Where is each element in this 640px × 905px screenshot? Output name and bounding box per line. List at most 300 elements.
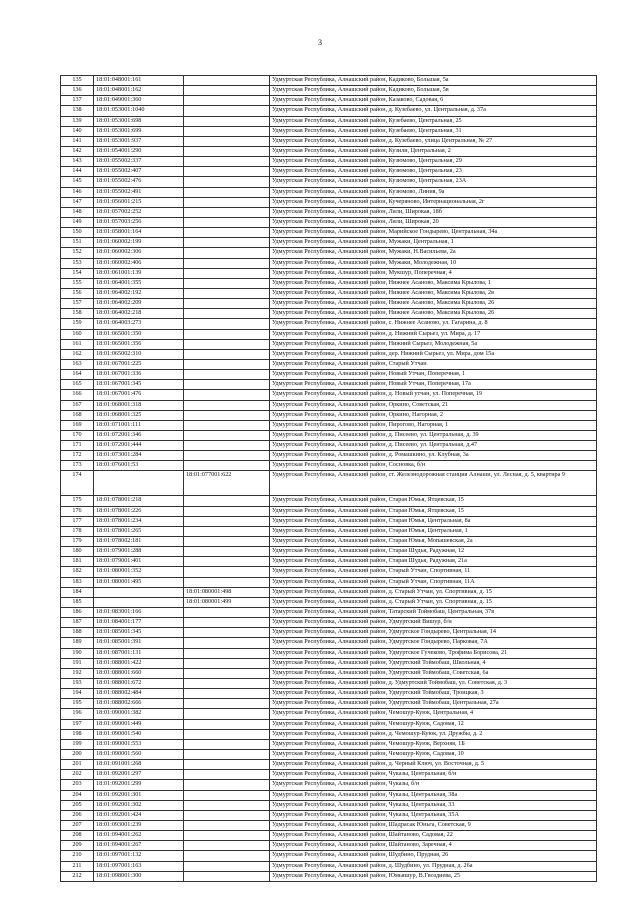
premises-cadastral-number-cell	[184, 268, 270, 278]
address-cell: Удмуртская Республика, Алнашский район, Кузебаево, Центральная, 31	[270, 126, 597, 136]
row-number-cell: 147	[61, 197, 94, 207]
address-cell: Удмуртская Республика, Алнашский район, Кузюмово, Центральная, 29	[270, 157, 597, 167]
row-number-cell: 194	[61, 689, 94, 699]
premises-cadastral-number-cell	[184, 516, 270, 526]
premises-cadastral-number-cell	[184, 679, 270, 689]
premises-cadastral-number-cell	[184, 420, 270, 430]
address-cell: Удмуртская Республика, Алнашский район, Старая Юмья, Ятцевская, 15	[270, 506, 597, 516]
address-cell: Удмуртская Республика, Алнашский район, Чуказы, Центральная, 35А	[270, 810, 597, 820]
cadastral-number-cell: 18:01:055002:407	[94, 167, 184, 177]
row-number-cell: 182	[61, 567, 94, 577]
address-cell: Удмуртская Республика, Алнашский район, д. Нижний Сырьез, ул. Мира, д. 17	[270, 329, 597, 339]
cadastral-number-cell: 18:01:060002:406	[94, 258, 184, 268]
premises-cadastral-number-cell	[184, 380, 270, 390]
row-number-cell: 205	[61, 800, 94, 810]
row-number-cell: 139	[61, 116, 94, 126]
row-number-cell: 166	[61, 390, 94, 400]
cadastral-number-cell: 18:01:080001:495	[94, 577, 184, 587]
table-row	[61, 86, 597, 96]
table-row	[61, 370, 597, 380]
address-cell: Удмуртская Республика, Алнашский район, Мукшур, Поперечная, 4	[270, 268, 597, 278]
premises-cadastral-number-cell	[184, 699, 270, 709]
cadastral-number-cell: 18:01:078001:234	[94, 516, 184, 526]
premises-cadastral-number-cell	[184, 628, 270, 638]
premises-cadastral-number-cell	[184, 577, 270, 587]
premises-cadastral-number-cell	[184, 526, 270, 536]
cadastral-number-cell: 18:01:061001:139	[94, 268, 184, 278]
cadastral-number-cell: 18:01:097001:132	[94, 851, 184, 861]
premises-cadastral-number-cell	[184, 238, 270, 248]
address-cell: Удмуртская Республика, Алнашский район, Удмуртский Тоймобаш, Центральная, 27а	[270, 699, 597, 709]
row-number-cell: 199	[61, 739, 94, 749]
cadastral-number-cell: 18:01:091001:268	[94, 760, 184, 770]
row-number-cell: 155	[61, 278, 94, 288]
cadastral-number-cell: 18:01:049001:360	[94, 96, 184, 106]
row-number-cell: 176	[61, 506, 94, 516]
premises-cadastral-number-cell	[184, 841, 270, 851]
premises-cadastral-number-cell	[184, 116, 270, 126]
cadastral-number-cell: 18:01:076001:53	[94, 461, 184, 471]
table-row	[61, 608, 597, 618]
address-cell: Удмуртская Республика, Алнашский район, Старая Юмья, Центральная, 1	[270, 526, 597, 536]
address-cell: Удмуртская Республика, Алнашский район, д. Старый Утчан, ул. Спортивная, д. 15	[270, 587, 597, 597]
table-row	[61, 820, 597, 830]
address-cell: Удмуртская Республика, Алнашский район, Чуказы, Центральная, 33	[270, 800, 597, 810]
table-row	[61, 648, 597, 658]
address-cell: Удмуртская Республика, Алнашский район, Чемошур-Куюк, Садовая, 12	[270, 719, 597, 729]
premises-cadastral-number-cell	[184, 648, 270, 658]
premises-cadastral-number-cell	[184, 390, 270, 400]
premises-cadastral-number-cell	[184, 359, 270, 369]
table-row	[61, 739, 597, 749]
address-cell: Удмуртская Республика, Алнашский район, Шадрасак Юньга, Советская, 9	[270, 820, 597, 830]
row-number-cell: 197	[61, 719, 94, 729]
table-row	[61, 780, 597, 790]
row-number-cell: 152	[61, 248, 94, 258]
address-cell: Удмуртская Республика, Алнашский район, Старая Юмья, Центральная, 8а	[270, 516, 597, 526]
cadastral-number-cell: 18:01:080001:352	[94, 567, 184, 577]
address-cell: Удмуртская Республика, Алнашский район, Марийское Гондырево, Центральная, 34а	[270, 228, 597, 238]
premises-cadastral-number-cell	[184, 86, 270, 96]
address-cell: Удмуртская Республика, Алнашский район, Нижнее Асаново, Максима Крылова, 1	[270, 278, 597, 288]
address-cell: Удмуртская Республика, Алнашский район, д. Кузебаево, улица Центральная, № 27	[270, 136, 597, 146]
cadastral-number-cell: 18:01:053001:1040	[94, 106, 184, 116]
address-cell: Удмуртская Республика, Алнашский район, Кузюмово, Центральная, 23	[270, 167, 597, 177]
cadastral-number-cell	[94, 471, 184, 496]
table-row	[61, 238, 597, 248]
table-row	[61, 557, 597, 567]
table-row	[61, 851, 597, 861]
address-cell: Удмуртская Республика, Алнашский район, Оркино, Советская, 21	[270, 400, 597, 410]
row-number-cell: 183	[61, 577, 94, 587]
cadastral-number-cell: 18:01:057002:252	[94, 207, 184, 217]
premises-cadastral-number-cell	[184, 871, 270, 881]
address-cell: Удмуртская Республика, Алнашский район, д. Чемошур-Куюк, ул. Дружбы, д. 2	[270, 729, 597, 739]
premises-cadastral-number-cell	[184, 258, 270, 268]
cadastral-number-cell: 18:01:073001:284	[94, 451, 184, 461]
cadastral-number-cell	[94, 587, 184, 597]
table-row	[61, 228, 597, 238]
row-number-cell: 209	[61, 841, 94, 851]
row-number-cell: 177	[61, 516, 94, 526]
address-cell: Удмуртская Республика, Алнашский район, Чемошур-Куюк, Верхняя, 1Б	[270, 739, 597, 749]
cadastral-number-cell: 18:01:092001:297	[94, 770, 184, 780]
row-number-cell: 170	[61, 430, 94, 440]
row-number-cell: 201	[61, 760, 94, 770]
cadastral-number-cell: 18:01:092001:299	[94, 780, 184, 790]
row-number-cell: 206	[61, 810, 94, 820]
table-row	[61, 268, 597, 278]
table-row	[61, 217, 597, 227]
premises-cadastral-number-cell	[184, 461, 270, 471]
row-number-cell: 198	[61, 729, 94, 739]
cadastral-number-cell: 18:01:088001:672	[94, 679, 184, 689]
address-cell: Удмуртская Республика, Алнашский район, Нижнее Асаново, Максима Крылова, 26	[270, 299, 597, 309]
row-number-cell: 192	[61, 668, 94, 678]
premises-cadastral-number-cell	[184, 506, 270, 516]
premises-cadastral-number-cell	[184, 207, 270, 217]
premises-cadastral-number-cell	[184, 537, 270, 547]
premises-cadastral-number-cell	[184, 197, 270, 207]
row-number-cell: 178	[61, 526, 94, 536]
table-row	[61, 288, 597, 298]
table-row	[61, 760, 597, 770]
row-number-cell: 135	[61, 76, 94, 86]
cadastral-number-cell: 18:01:088002:666	[94, 699, 184, 709]
address-cell: Удмуртская Республика, Алнашский район, Сосновка, б/н	[270, 461, 597, 471]
address-cell: Удмуртская Республика, Алнашский район, Чуказы, Центральная, 38а	[270, 790, 597, 800]
table-row	[61, 871, 597, 881]
premises-cadastral-number-cell	[184, 177, 270, 187]
premises-cadastral-number-cell	[184, 496, 270, 506]
cadastral-number-cell: 18:01:087001:131	[94, 648, 184, 658]
table-row	[61, 116, 597, 126]
table-row	[61, 96, 597, 106]
table-row	[61, 526, 597, 536]
cadastral-number-cell: 18:01:054001:290	[94, 146, 184, 156]
address-cell: Удмуртская Республика, Алнашский район, дер. Нижний Сырьез, ул. Мира, дом 15а	[270, 349, 597, 359]
premises-cadastral-number-cell	[184, 750, 270, 760]
cadastral-number-cell: 18:01:083001:166	[94, 608, 184, 618]
row-number-cell: 158	[61, 309, 94, 319]
address-cell: Удмуртская Республика, Алнашский район, д. Ромашкино, ул. Клубная, 3а	[270, 451, 597, 461]
row-number-cell: 188	[61, 628, 94, 638]
table-row	[61, 299, 597, 309]
premises-cadastral-number-cell	[184, 709, 270, 719]
premises-cadastral-number-cell	[184, 668, 270, 678]
address-cell: Удмуртская Республика, Алнашский район, Удмуртский Тоймобаш, Школьная, 4	[270, 658, 597, 668]
premises-cadastral-number-cell	[184, 739, 270, 749]
table-row	[61, 136, 597, 146]
address-cell: Удмуртская Республика, Алнашский район, д. Новый утчан, ул. Поперечная, 19	[270, 390, 597, 400]
cadastral-number-cell	[94, 597, 184, 607]
address-cell: Удмуртская Республика, Алнашский район, ст. Железнодорожная станция Алнаши, ул. Лесная, д. 5, квартира 9	[270, 471, 597, 496]
address-cell: Удмуртская Республика, Алнашский район, Кузебаево, Центральная, 25	[270, 116, 597, 126]
row-number-cell: 171	[61, 441, 94, 451]
row-number-cell: 164	[61, 370, 94, 380]
premises-cadastral-number-cell	[184, 96, 270, 106]
row-number-cell: 175	[61, 496, 94, 506]
row-number-cell: 212	[61, 871, 94, 881]
table-row	[61, 800, 597, 810]
address-cell: Удмуртская Республика, Алнашский район, Старый Утчан, Спортивная, 11	[270, 567, 597, 577]
premises-cadastral-number-cell	[184, 299, 270, 309]
table-row	[61, 400, 597, 410]
table-row	[61, 547, 597, 557]
table-row	[61, 167, 597, 177]
row-number-cell: 143	[61, 157, 94, 167]
cadastral-number-cell: 18:01:056001:215	[94, 197, 184, 207]
table-row	[61, 430, 597, 440]
table-row	[61, 750, 597, 760]
row-number-cell: 162	[61, 349, 94, 359]
cadastral-number-cell: 18:01:055002:337	[94, 157, 184, 167]
row-number-cell: 140	[61, 126, 94, 136]
premises-cadastral-number-cell	[184, 638, 270, 648]
table-row	[61, 689, 597, 699]
cadastral-number-cell: 18:01:078002:181	[94, 537, 184, 547]
premises-cadastral-number-cell	[184, 658, 270, 668]
cadastral-number-cell: 18:01:093001:239	[94, 820, 184, 830]
cadastral-number-cell: 18:01:055002:491	[94, 187, 184, 197]
address-cell: Удмуртская Республика, Алнашский район, с. Нижнее Асаново, ул. Гагарина, д. 8	[270, 319, 597, 329]
address-cell: Удмуртская Республика, Алнашский район, Мужаки, Молодежная, 10	[270, 258, 597, 268]
address-cell: Удмуртская Республика, Алнашский район, Чуказы, б/н	[270, 780, 597, 790]
address-cell: Удмуртская Республика, Алнашский район, Нижний Сырьез, Молодежная, 5а	[270, 339, 597, 349]
cadastral-number-cell: 18:01:071001:111	[94, 420, 184, 430]
cadastral-number-cell: 18:01:064001:355	[94, 278, 184, 288]
table-row	[61, 106, 597, 116]
premises-cadastral-number-cell	[184, 278, 270, 288]
row-number-cell: 146	[61, 187, 94, 197]
row-number-cell: 150	[61, 228, 94, 238]
row-number-cell: 179	[61, 537, 94, 547]
premises-cadastral-number-cell	[184, 248, 270, 258]
table-row	[61, 349, 597, 359]
row-number-cell: 204	[61, 790, 94, 800]
cadastral-number-cell: 18:01:053001:937	[94, 136, 184, 146]
cadastral-number-cell: 18:01:058001:164	[94, 228, 184, 238]
cadastral-number-cell: 18:01:072001:444	[94, 441, 184, 451]
row-number-cell: 187	[61, 618, 94, 628]
table-row	[61, 638, 597, 648]
row-number-cell: 169	[61, 420, 94, 430]
table-row	[61, 126, 597, 136]
cadastral-number-cell: 18:01:092001:424	[94, 810, 184, 820]
table-row	[61, 841, 597, 851]
cadastral-number-cell: 18:01:060002:306	[94, 248, 184, 258]
table-row	[61, 461, 597, 471]
premises-cadastral-number-cell	[184, 689, 270, 699]
cadastral-number-cell: 18:01:048001:162	[94, 86, 184, 96]
cadastral-number-cell: 18:01:088001:422	[94, 658, 184, 668]
address-cell: Удмуртская Республика, Алнашский район, д. Удмуртский Тоймобаш, ул. Советская, д. 3	[270, 679, 597, 689]
premises-cadastral-number-cell: 18:01:077001:622	[184, 471, 270, 496]
cadastral-number-cell: 18:01:079001:401	[94, 557, 184, 567]
row-number-cell: 161	[61, 339, 94, 349]
premises-cadastral-number-cell	[184, 547, 270, 557]
premises-cadastral-number-cell	[184, 146, 270, 156]
address-cell: Удмуртская Республика, Алнашский район, Мужаки, Н.Васильева, 2а	[270, 248, 597, 258]
row-number-cell: 151	[61, 238, 94, 248]
address-cell: Удмуртская Республика, Алнашский район, Старая Шудья, Радужная, 21а	[270, 557, 597, 567]
address-cell: Удмуртская Республика, Алнашский район, д. Кузебаево, ул. Центральная, д. 37а	[270, 106, 597, 116]
premises-cadastral-number-cell	[184, 760, 270, 770]
cadastral-number-cell: 18:01:085001:391	[94, 638, 184, 648]
address-cell: Удмуртская Республика, Алнашский район, Старый Утчан	[270, 359, 597, 369]
cadastral-number-cell: 18:01:090001:560	[94, 750, 184, 760]
address-cell: Удмуртская Республика, Алнашский район, Кузюмово, Центральная, 23А	[270, 177, 597, 187]
row-number-cell: 167	[61, 400, 94, 410]
premises-cadastral-number-cell	[184, 288, 270, 298]
address-cell: Удмуртская Республика, Алнашский район, Юмьяшур, В.Гвоздиева, 25	[270, 871, 597, 881]
premises-cadastral-number-cell	[184, 339, 270, 349]
table-row	[61, 248, 597, 258]
table-row	[61, 157, 597, 167]
cadastral-number-cell: 18:01:065002:310	[94, 349, 184, 359]
cadastral-number-cell: 18:01:098001:300	[94, 871, 184, 881]
cadastral-number-cell: 18:01:067001:225	[94, 359, 184, 369]
table-row	[61, 506, 597, 516]
row-number-cell: 138	[61, 106, 94, 116]
table-row	[61, 790, 597, 800]
cadastral-number-cell: 18:01:078001:218	[94, 496, 184, 506]
premises-cadastral-number-cell	[184, 157, 270, 167]
address-cell: Удмуртская Республика, Алнашский район, Чуказы, Центральная, б/н	[270, 770, 597, 780]
row-number-cell: 136	[61, 86, 94, 96]
cadastral-number-cell: 18:01:090001:382	[94, 709, 184, 719]
cadastral-number-cell: 18:01:064002:218	[94, 309, 184, 319]
address-cell: Удмуртская Республика, Алнашский район, Шайтаново, Заречная, 4	[270, 841, 597, 851]
row-number-cell: 174	[61, 471, 94, 496]
cadastral-number-cell: 18:01:079001:288	[94, 547, 184, 557]
premises-cadastral-number-cell	[184, 106, 270, 116]
table-row	[61, 577, 597, 587]
table-row	[61, 390, 597, 400]
cadastral-number-cell: 18:01:068001:318	[94, 400, 184, 410]
row-number-cell: 137	[61, 96, 94, 106]
cadastral-number-cell: 18:01:094001:262	[94, 831, 184, 841]
cadastral-number-cell: 18:01:090001:449	[94, 719, 184, 729]
address-cell: Удмуртская Республика, Алнашский район, Ляли, Широкая, 18б	[270, 207, 597, 217]
address-cell: Удмуртская Республика, Алнашский район, Кадиково, Большая, 5в	[270, 86, 597, 96]
address-cell: Удмуртская Республика, Алнашский район, Шайтаново, Садовая, 22	[270, 831, 597, 841]
table-row	[61, 258, 597, 268]
address-cell: Удмуртская Республика, Алнашский район, Оркино, Нагорная, 2	[270, 410, 597, 420]
premises-cadastral-number-cell	[184, 329, 270, 339]
address-cell: Удмуртская Республика, Алнашский район, Новый Утчан, Поперечная, 1	[270, 370, 597, 380]
row-number-cell: 144	[61, 167, 94, 177]
cadastral-number-cell: 18:01:064002:192	[94, 288, 184, 298]
table-row	[61, 709, 597, 719]
row-number-cell: 148	[61, 207, 94, 217]
row-number-cell: 159	[61, 319, 94, 329]
premises-cadastral-number-cell	[184, 349, 270, 359]
table-row	[61, 339, 597, 349]
address-cell: Удмуртская Республика, Алнашский район, Старая Юмья, Мопашевская, 2а	[270, 537, 597, 547]
row-number-cell: 153	[61, 258, 94, 268]
table-row	[61, 719, 597, 729]
address-cell: Удмуртская Республика, Алнашский район, Кузюмово, Линия, 9а	[270, 187, 597, 197]
premises-cadastral-number-cell	[184, 228, 270, 238]
address-cell: Удмуртская Республика, Алнашский район, Удмуртский Тоймобаш, Троицкая, 3	[270, 689, 597, 699]
premises-cadastral-number-cell	[184, 810, 270, 820]
table-row	[61, 187, 597, 197]
cadastral-number-cell: 18:01:097001:163	[94, 861, 184, 871]
row-number-cell: 160	[61, 329, 94, 339]
row-number-cell: 191	[61, 658, 94, 668]
table-row	[61, 516, 597, 526]
table-row	[61, 587, 597, 597]
table-row	[61, 420, 597, 430]
table-row	[61, 309, 597, 319]
row-number-cell: 142	[61, 146, 94, 156]
row-number-cell: 208	[61, 831, 94, 841]
premises-cadastral-number-cell	[184, 430, 270, 440]
row-number-cell: 186	[61, 608, 94, 618]
address-cell: Удмуртская Республика, Алнашский район, д. Черный Ключ, ул. Восточная, д. 5	[270, 760, 597, 770]
cadastral-number-cell: 18:01:092001:301	[94, 790, 184, 800]
cadastral-number-cell: 18:01:065001:356	[94, 339, 184, 349]
address-cell: Удмуртская Республика, Алнашский район, Чемошур-Куюк, Садовая, 10	[270, 750, 597, 760]
premises-cadastral-number-cell	[184, 800, 270, 810]
premises-cadastral-number-cell	[184, 187, 270, 197]
premises-cadastral-number-cell	[184, 319, 270, 329]
premises-cadastral-number-cell	[184, 851, 270, 861]
row-number-cell: 184	[61, 587, 94, 597]
table-row	[61, 380, 597, 390]
table-row	[61, 319, 597, 329]
address-cell: Удмуртская Республика, Алнашский район, Удмуртское Гучеково, Трофима Борисова, 21	[270, 648, 597, 658]
cadastral-number-cell: 18:01:067001:476	[94, 390, 184, 400]
row-number-cell: 202	[61, 770, 94, 780]
row-number-cell: 193	[61, 679, 94, 689]
row-number-cell: 165	[61, 380, 94, 390]
address-cell: Удмуртская Республика, Алнашский район, Чемошур-Куюк, Центральная, 4	[270, 709, 597, 719]
cadastral-number-cell: 18:01:053001:698	[94, 116, 184, 126]
table-row	[61, 146, 597, 156]
premises-cadastral-number-cell	[184, 167, 270, 177]
premises-cadastral-number-cell	[184, 441, 270, 451]
premises-cadastral-number-cell	[184, 780, 270, 790]
page-number: 3	[318, 38, 322, 47]
table-row	[61, 628, 597, 638]
row-number-cell: 190	[61, 648, 94, 658]
table-row	[61, 537, 597, 547]
premises-cadastral-number-cell	[184, 719, 270, 729]
registry-table-body	[61, 76, 597, 882]
cadastral-number-cell: 18:01:067001:345	[94, 380, 184, 390]
address-cell: Удмуртская Республика, Алнашский район, Удмуртский Тоймобаш, Советская, 6а	[270, 668, 597, 678]
row-number-cell: 207	[61, 820, 94, 830]
premises-cadastral-number-cell	[184, 76, 270, 86]
registry-table	[60, 75, 597, 882]
premises-cadastral-number-cell	[184, 136, 270, 146]
cadastral-number-cell: 18:01:088002:484	[94, 689, 184, 699]
premises-cadastral-number-cell	[184, 410, 270, 420]
cadastral-number-cell: 18:01:078001:265	[94, 526, 184, 536]
premises-cadastral-number-cell	[184, 861, 270, 871]
premises-cadastral-number-cell	[184, 618, 270, 628]
table-row	[61, 207, 597, 217]
address-cell: Удмуртская Республика, Алнашский район, Татарский Тоймобаш, Центральная, 37в	[270, 608, 597, 618]
address-cell: Удмуртская Республика, Алнашский район, Нижнее Асаново, Максима Крылова, 2в	[270, 288, 597, 298]
table-row	[61, 810, 597, 820]
table-row	[61, 668, 597, 678]
premises-cadastral-number-cell	[184, 126, 270, 136]
row-number-cell: 181	[61, 557, 94, 567]
premises-cadastral-number-cell	[184, 831, 270, 841]
